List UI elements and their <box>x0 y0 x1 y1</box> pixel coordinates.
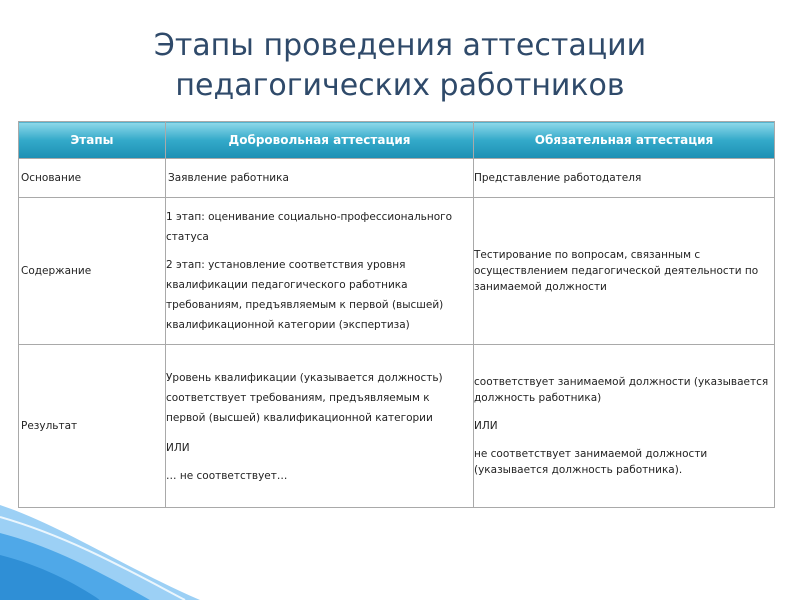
table-row-content <box>19 198 775 345</box>
cell-content-voluntary <box>166 198 474 345</box>
table-row-basis <box>19 159 775 198</box>
cell-result-voluntary <box>166 345 474 508</box>
text-result-voluntary-negative: … не соответствует… <box>166 470 288 482</box>
text-content-stage-1: 1 этап: оценивание социально-профессионального статуса <box>166 211 453 243</box>
table-header-row <box>19 122 775 159</box>
text-result-mandatory-negative: не соответствует занимаемой должности (указывается должность работника). <box>474 448 708 476</box>
header-stages: Этапы <box>19 122 166 159</box>
cell-result-label: Результат <box>19 345 166 508</box>
attestation-table <box>18 121 775 508</box>
slide-title-line-2: педагогических работников <box>175 68 625 103</box>
cell-basis-mandatory: Представление работодателя <box>474 159 775 198</box>
text-result-mandatory-positive: соответствует занимаемой должности (указывается должность работника) <box>474 376 769 404</box>
text-content-stage-2: 2 этап: установление соответствия уровня квалификации педагогического работника требованиям, предъявляемым к первой (высшей) квалификационной категории (экспертиза) <box>166 259 444 331</box>
cell-basis-voluntary <box>166 159 474 198</box>
text-result-voluntary-main: Уровень квалификации (указывается должность) соответствует требованиям, предъявляемым к первой (высшей) квалификационной категории <box>166 372 443 424</box>
cell-content-label: Содержание <box>19 198 166 345</box>
table-row-result <box>19 345 775 508</box>
header-mandatory: Обязательная аттестация <box>474 122 775 159</box>
header-voluntary: Добровольная аттестация <box>166 122 474 159</box>
decorative-swoosh-graphic <box>0 495 200 600</box>
text-result-mandatory-or: ИЛИ <box>474 420 498 432</box>
slide-title-line-1: Этапы проведения аттестации <box>153 28 647 63</box>
cell-result-mandatory <box>474 345 775 508</box>
text-basis-voluntary: Заявление работника <box>168 172 289 184</box>
cell-basis-label: Основание <box>19 159 166 198</box>
slide-title <box>0 26 800 106</box>
cell-content-mandatory: Тестирование по вопросам, связанным с осуществлением педагогической деятельности по занимаемой должности <box>474 198 775 345</box>
attestation-table-wrapper <box>18 121 774 508</box>
text-result-voluntary-or: ИЛИ <box>166 442 190 454</box>
